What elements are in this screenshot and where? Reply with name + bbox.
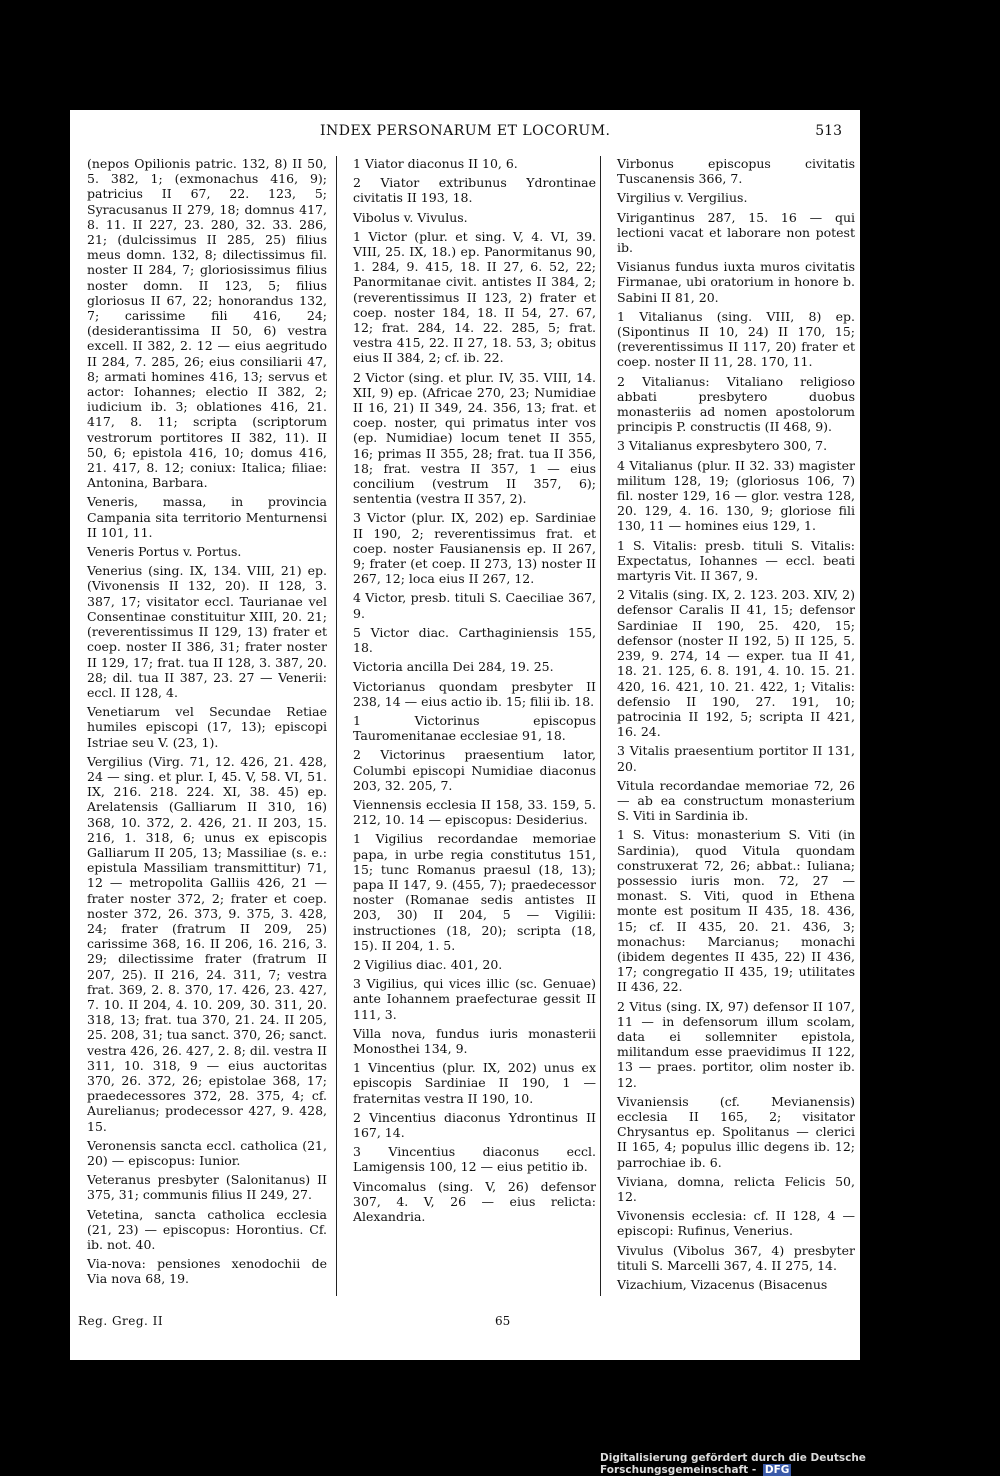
index-entry: Vibolus v. Vivulus. [353, 209, 468, 225]
index-entry: 2 Viator extribunus Ydrontinae civitatis II 193, 18. [353, 175, 596, 206]
index-entry: 2 Vitus (sing. IX, 97) defensor II 107, 11 — in defensorum illum scolam, data ei sollemniter epistola, militandum esse praevidimus II 122, 13 — praes. portitor, olim noster ib. 12. [617, 998, 855, 1090]
index-entry: 2 Vitalis (sing. IX, 2. 123. 203. XIV, 2) defensor Caralis II 41, 15; defensor Sardiniae II 190, 25. 420, 15; defensor (noster II 192, 5) II 125, 5. 239, 9. 274, 14 — exper. tua II 41, 18. 21. 125, 6. 8. 191, 4. 10. 15. 21. 420, 16. 421, 10. 21. 422, 1; Vitalis: defensio II 190, 27. 191, 10; patrocinia II 192, 5; scripta II 421, 16. 24. [617, 587, 855, 740]
index-entry: 3 Victor (plur. IX, 202) ep. Sardiniae II 190, 2; reverentissimus frat. et coep. noster Fausianensis ep. II 267, 9; frater (et coep. II 273, 13) noster II 267, 12; loca eius II 267, 12. [353, 510, 596, 587]
index-entry: Virbonus episcopus civitatis Tuscanensis 366, 7. [617, 156, 855, 187]
index-entry: 3 Vigilius, qui vices illic (sc. Genuae) ante Iohannem praefecturae gessit II 111, 3. [353, 976, 596, 1022]
index-entry: Veteranus presbyter (Salonitanus) II 375, 31; communis filius II 249, 27. [87, 1172, 327, 1203]
index-entry: Veneris Portus v. Portus. [87, 544, 242, 560]
index-column-1 [75, 156, 327, 1291]
book-page [70, 110, 860, 1360]
page-number: 513 [815, 123, 842, 139]
index-entry: Vivulus (Vibolus 367, 4) presbyter tituli S. Marcelli 367, 4. II 275, 14. [617, 1242, 855, 1273]
dfg-logo-icon: DFG [764, 1464, 790, 1476]
index-entry: Victoria ancilla Dei 284, 19. 25. [353, 659, 554, 675]
index-entry: Viennensis ecclesia II 158, 33. 159, 5. 212, 10. 14 — episcopus: Desiderius. [353, 796, 596, 828]
sheet-number: 65 [495, 1314, 511, 1328]
index-entry: Victorianus quondam presbyter II 238, 14 — eius actio ib. 15; filii ib. 18. [353, 678, 596, 709]
index-entry: Veronensis sancta eccl. catholica (21, 20) — episcopus: Iunior. [87, 1137, 327, 1168]
digitization-text: Digitalisierung gefördert durch die Deutsche Forschungsgemeinschaft - [600, 1452, 866, 1476]
index-entry: Vetetina, sancta catholica ecclesia (21, 23) — episcopus: Horontius. Cf. ib. not. 40. [87, 1206, 327, 1253]
index-column-2 [336, 156, 596, 1296]
page-footer [70, 1314, 860, 1334]
index-entry: Vincomalus (sing. V, 26) defensor 307, 4. V, 26 — eius relicta: Alexandria. [353, 1178, 596, 1224]
index-entry: 1 Vincentius (plur. IX, 202) unus ex episcopis Sardiniae II 190, 1 — fraternitas vestra II 190, 10. [353, 1060, 596, 1106]
running-header [70, 123, 860, 145]
index-entry: Virgilius v. Vergilius. [617, 190, 748, 206]
index-entry: Vivonensis ecclesia: cf. II 128, 4 — episcopi: Rufinus, Venerius. [617, 1208, 855, 1239]
index-entry: Vergilius (Virg. 71, 12. 426, 21. 428, 24 — sing. et plur. I, 45. V, 58. VI, 51. IX, 216. 218. 224. XI, 38. 45) ep. Arelatensis (Galliarum II 310, 16) 368, 10. 372, 2. 426, 21. II 203, 15. 216, 1. 318, 6; unus ex episcopis Galliarum II 205, 13; Massiliae (s. e.: epistula Massiliam transmittitur) 71, 12 — metropolita Galliis 426, 21 — frater noster 372, 2; frater et coep. noster 372, 26. 373, 9. 375, 3. 428, 24; frater (fratrum II 209, 25) carissime 368, 16. II 206, 16. 216, 3. 29; dilectissime frater (fratrum II 207, 25). II 216, 24. 311, 7; vestra frat. 369, 2. 8. 370, 17. 426, 23. 427, 7. 10. II 204, 4. 10. 209, 30. 311, 20. 318, 13; frat. tua 370, 21. 24. II 205, 25. 208, 31; tua sanct. 370, 26; sanct. vestra 426, 26. 427, 2. 8; dil. vestra II 311, 10. 318, 9 — eius auctoritas 370, 26. 372, 26; epistolae 368, 17; praedecessores 372, 28. 375, 4; cf. Aurelianus; prodecessor 427, 9. 428, 15. [87, 753, 327, 1134]
digitization-credit [600, 1452, 1000, 1476]
index-entry: 3 Vitalianus expresbytero 300, 7. [617, 438, 828, 454]
signature-mark: Reg. Greg. II [78, 1314, 164, 1328]
index-entry: (nepos Opilionis patric. 132, 8) II 50, 5. 382, 1; (exmonachus 416, 9); patricius II 67, 22. 123, 5; Syracusanus II 279, 18; domnus 417, 8. 11. II 227, 23. 280, 32. 33. 286, 21; (dulcissimus II 285, 25) filius meus domn. 132, 8; dilectissimus fil. noster II 284, 7; gloriosissimus filius noster domn. II 123, 5; filius gloriosus II 67, 22; honorandus 132, 7; carissime fili 416, 24; (desiderantissima II 50, 6) vestra excell. II 382, 2. 12 — eius aegritudo II 284, 7. 285, 26; eius consiliarii 47, 8; armati homines 416, 13; servus et actor: Iohannes; electio II 382, 2; iudicium ib. 3; oblationes 416, 21. 417, 8. 11; scripta (scriptorum vestrorum portitores II 382, 11). II 50, 6; epistola 416, 10; domus 416, 21. 417, 8. 12; coniux: Italica; filiae: Antonina, Barbara. [87, 156, 327, 491]
index-entry: 1 Victorinus episcopus Tauromenitanae ecclesiae 91, 18. [353, 712, 596, 744]
index-entry: Viviana, domna, relicta Felicis 50, 12. [617, 1173, 855, 1204]
index-entry: Visianus fundus iuxta muros civitatis Firmanae, ubi oratorium in honore b. Sabini II 81, 20. [617, 259, 855, 305]
index-entry: 1 Victor (plur. et sing. V, 4. VI, 39. VIII, 25. IX, 18.) ep. Panormitanus 90, 1. 284, 9. 415, 18. II 27, 6. 52, 22; Panormitanae civit. antistes II 384, 2; (reverentissimus II 123, 2) frater et coep. noster 184, 18. II 54, 27. 67, 12; frat. 284, 14. 22. 285, 5; frat. vestra 415, 22. II 27, 18. 53, 3; obitus eius II 384, 2; cf. ib. 22. [353, 228, 596, 366]
index-entry: Vitula recordandae memoriae 72, 26 — ab ea constructum monasterium S. Viti in Sardinia ib. [617, 777, 855, 824]
index-entry: 1 Viator diaconus II 10, 6. [353, 156, 518, 171]
index-entry: 3 Vincentius diaconus eccl. Lamigensis 100, 12 — eius petitio ib. [353, 1144, 596, 1175]
index-entry: Vizachium, Vizacenus (Bisacenus [617, 1277, 828, 1293]
index-entry: 2 Victorinus praesentium lator, Columbi episcopi Numidiae diaconus 203, 32. 205, 7. [353, 747, 596, 793]
index-entry: Virigantinus 287, 15. 16 — qui lectioni vacat et laborare non potest ib. [617, 209, 855, 256]
index-column-3 [600, 156, 855, 1296]
index-entry: Villa nova, fundus iuris monasterii Monosthei 134, 9. [353, 1025, 596, 1056]
index-entry: Veneris, massa, in provincia Campania sita territorio Menturnensi II 101, 11. [87, 494, 327, 540]
index-entry: 2 Victor (sing. et plur. IV, 35. VIII, 14. XII, 9) ep. (Africae 270, 23; Numidiae II 16, 21) II 349, 24. 356, 13; frat. et coep. noster, qui primatus inter vos (ep. Numidiae) locum tenet II 355, 16; primas II 355, 28; frat. tua II 356, 18; frat. vestra II 357, 1 — eius concilium (vestrum II 357, 6); sententia (vestra II 357, 2). [353, 369, 596, 507]
index-entry: 3 Vitalis praesentium portitor II 131, 20. [617, 743, 855, 774]
index-entry: 1 S. Vitus: monasterium S. Viti (in Sardinia), quod Vitula quondam construxerat 72, 26; abbat.: Iuliana; possessio iuris mon. 72, 27 — monast. S. Viti, quod in Ethena monte est positum II 435, 18. 436, 15; cf. II 435, 20. 21. 436, 3; monachus: Marcianus; monachi (ibidem degentes II 435, 22) II 436, 17; congregatio II 435, 19; utilitates II 436, 22. [617, 827, 855, 995]
index-entry: 1 S. Vitalis: presb. tituli S. Vitalis: Expectatus, Iohannes — eccl. beati martyris Vit. II 367, 9. [617, 537, 855, 584]
index-entry: Venerius (sing. IX, 134. VIII, 21) ep. (Vivonensis II 132, 20). II 128, 3. 387, 17; visitator eccl. Taurianae vel Consentinae constituitur XIII, 20. 21; (reverentissimus II 129, 13) frater et coep. noster II 386, 31; frater noster II 129, 17; frat. tua II 128, 3. 387, 20. 28; dil. tua II 387, 23. 27 — Venerii: eccl. II 128, 4. [87, 563, 327, 700]
index-entry: Vivaniensis (cf. Mevianensis) ecclesia II 165, 2; visitator Chrysantus ep. Spolitanus — clerici II 165, 4; populus illic degens ib. 12; parrochiae ib. 6. [617, 1093, 855, 1170]
index-entry: 1 Vigilius recordandae memoriae papa, in urbe regia constitutus 151, 15; tunc Romanus praesul (18, 13); papa II 147, 9. (455, 7); praedecessor noster (Romanae sedis antistes II 203, 30) II 204, 5 — Vigilii: instructiones (18, 20); scripta (18, 15). II 204, 1. 5. [353, 831, 596, 953]
index-entry: 2 Vigilius diac. 401, 20. [353, 956, 503, 972]
index-entry: 4 Victor, presb. tituli S. Caeciliae 367, 9. [353, 590, 596, 621]
index-entry: Venetiarum vel Secundae Retiae humiles episcopi (17, 13); episcopi Istriae seu V. (23, 1). [87, 704, 327, 750]
index-entry: 4 Vitalianus (plur. II 32. 33) magister militum 128, 19; (gloriosus 106, 7) fil. noster 129, 16 — glor. vestra 128, 20. 129, 4. 16. 130, 9; gloriose fili 130, 11 — homines eius 129, 1. [617, 457, 855, 534]
index-entry: Via-nova: pensiones xenodochii de Via nova 68, 19. [87, 1256, 327, 1287]
index-entry: 2 Vincentius diaconus Ydrontinus II 167, 14. [353, 1109, 596, 1140]
index-entry: 5 Victor diac. Carthaginiensis 155, 18. [353, 624, 596, 656]
page-title: INDEX PERSONARUM ET LOCORUM. [320, 123, 611, 139]
index-entry: 2 Vitalianus: Vitaliano religioso abbati presbytero duobus monasteriis ad nomen apostolorum principis P. constructis (II 468, 9). [617, 373, 855, 435]
index-entry: 1 Vitalianus (sing. VIII, 8) ep. (Sipontinus II 10, 24) II 170, 15; (reverentissimus II 117, 20) frater et coep. noster II 11, 28. 170, 11. [617, 308, 855, 370]
